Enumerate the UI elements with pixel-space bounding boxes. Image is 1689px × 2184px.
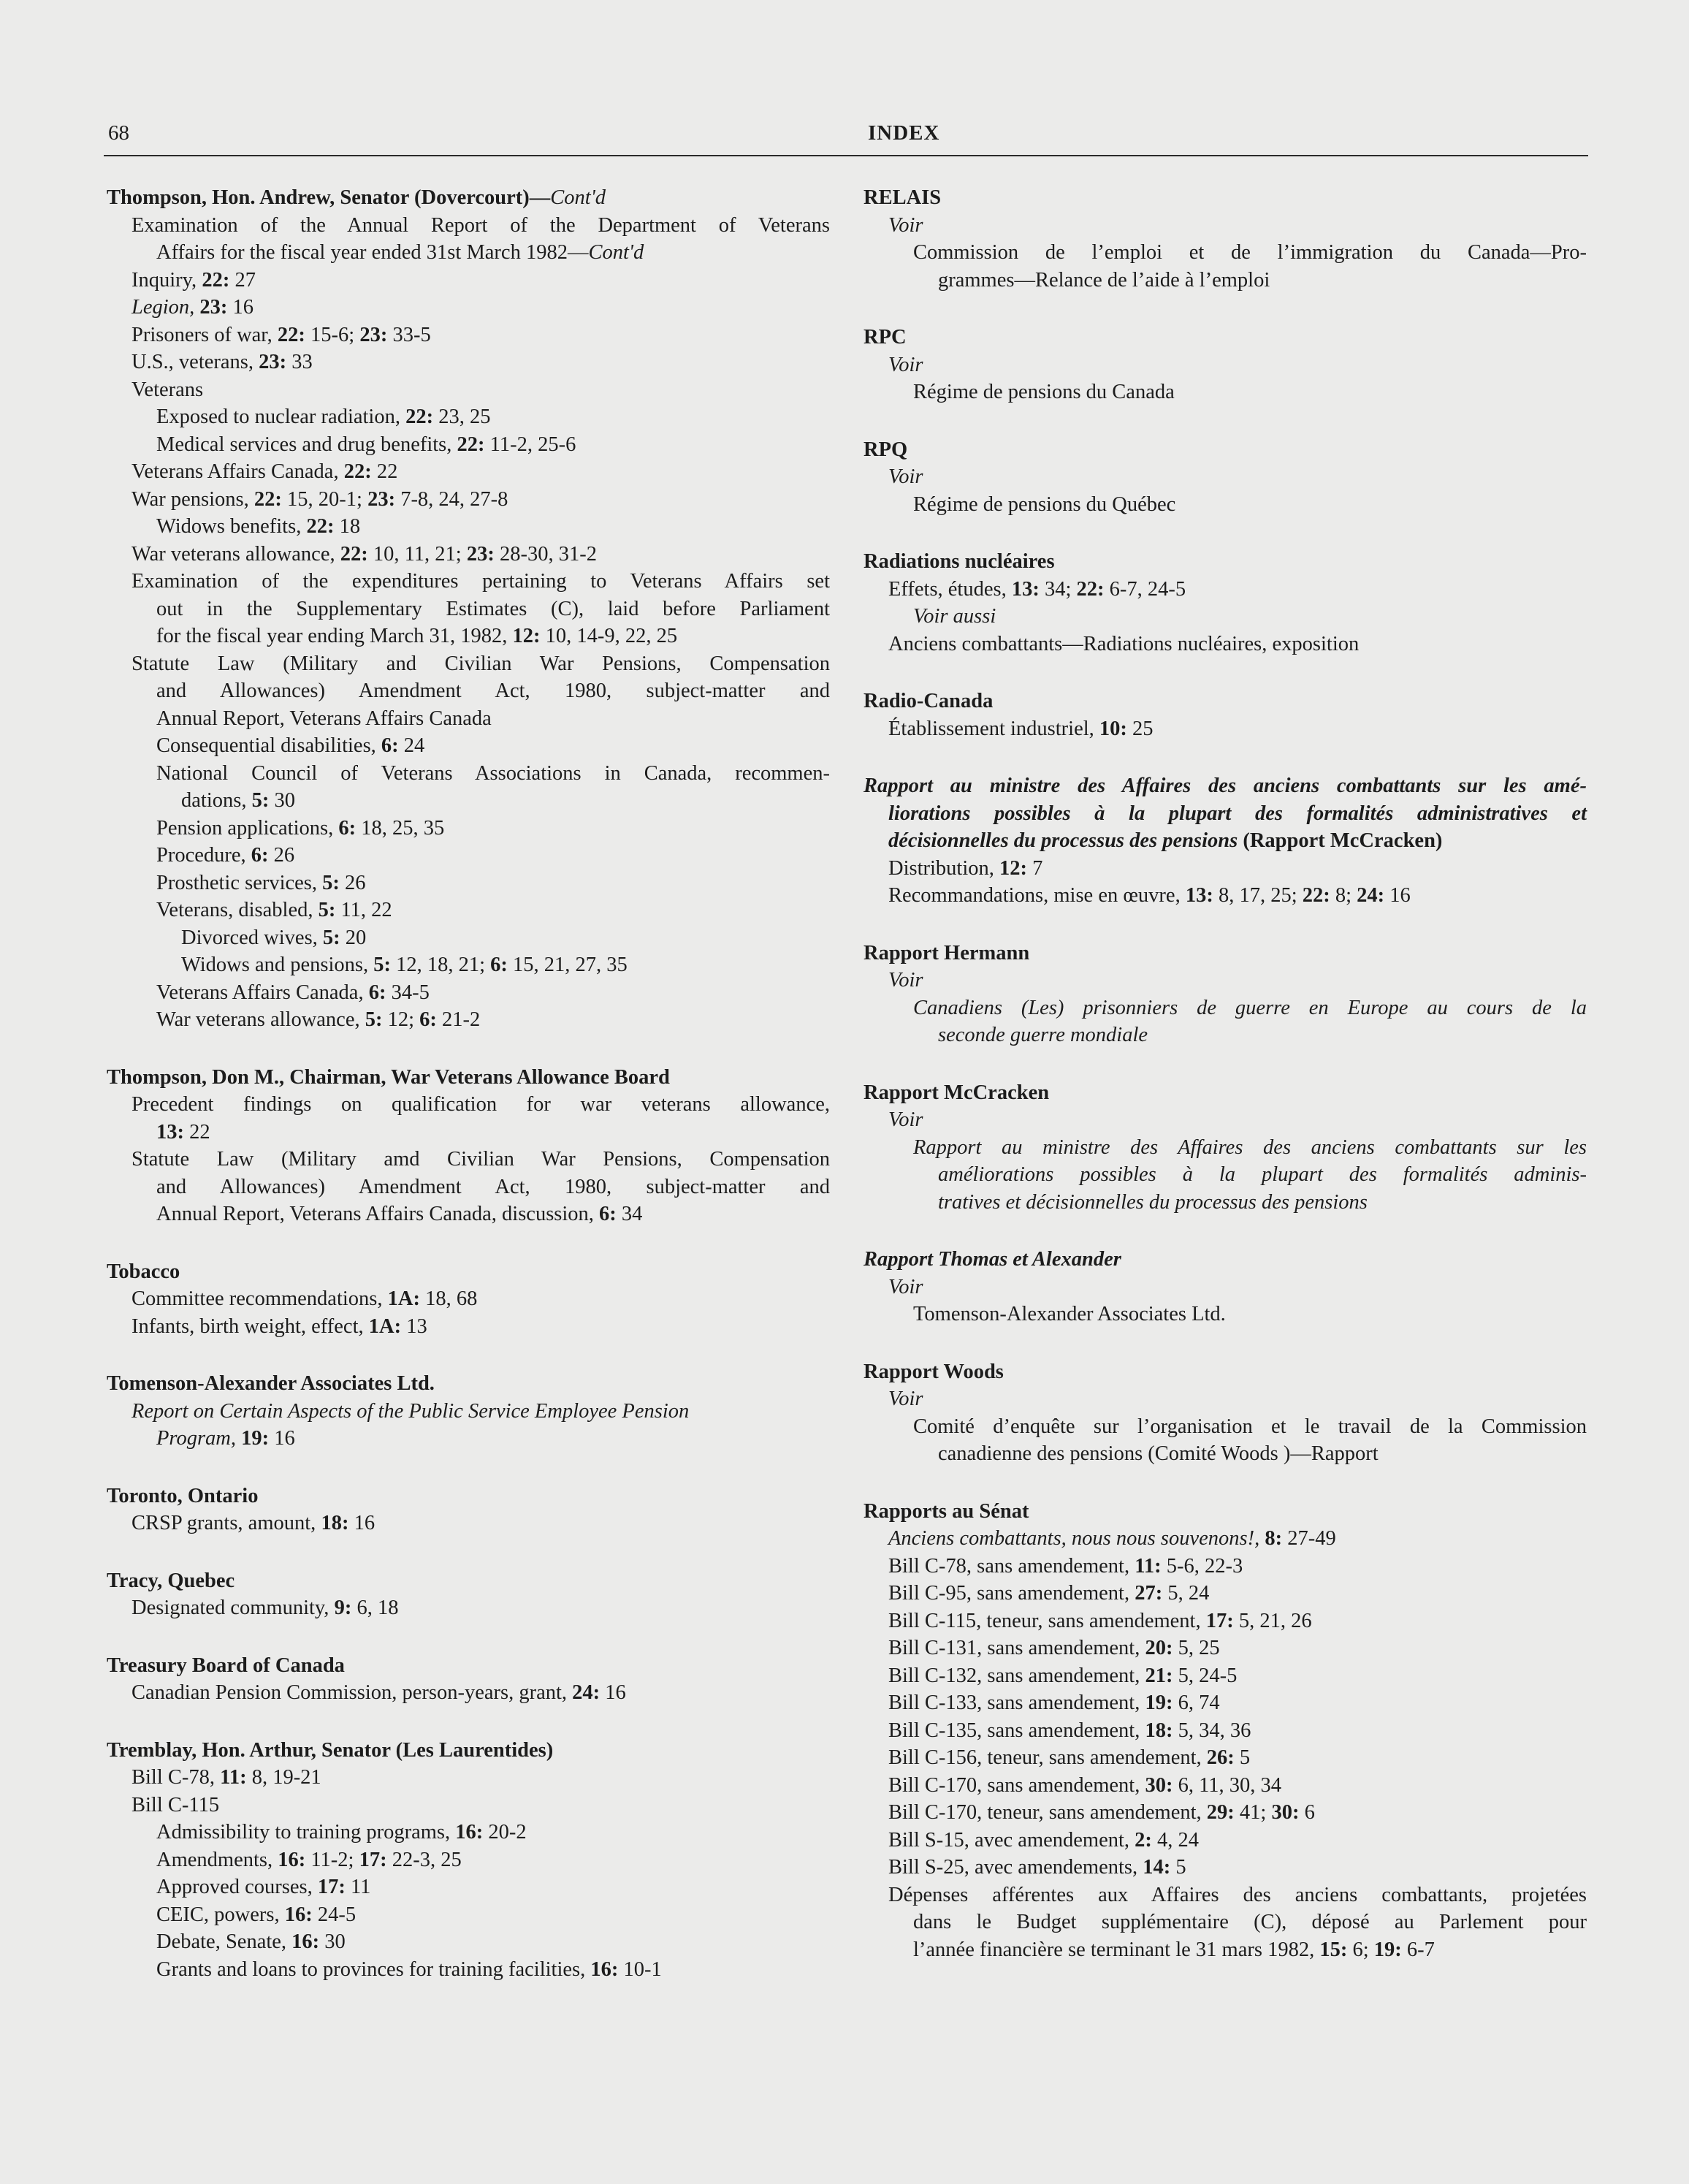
sub-entry: Examination of the Annual Report of the Department of Veterans — [131, 213, 830, 237]
sub-entry: Precedent findings on qualification for war veterans allowance, — [131, 1093, 830, 1116]
sub-sub-entry: Admissibility to training programs, 16: 20-2 — [156, 1821, 527, 1844]
sub-entry: Prisoners of war, 22: 15-6; 23: 33-5 — [131, 323, 431, 346]
list-item: Bill S-15, avec amendement, 2: 4, 24 — [888, 1828, 1200, 1852]
page-header — [104, 120, 1588, 156]
sub-entry: Régime de pensions du Québec — [913, 492, 1176, 516]
sub-sub-entry: Veterans, disabled, 5: 11, 22 — [156, 899, 392, 921]
sub-entry: Bill C-115 — [131, 1793, 220, 1816]
list-item: Bill C-78, sans amendement, 11: 5-6, 22-3 — [888, 1554, 1243, 1578]
index-entry-rapport-hermann: Rapport Hermann Voir Canadiens (Les) prisonniers de guerre en Europe au cours de la seconde guerre mondiale — [863, 940, 1587, 1049]
sub-sub-entry: Prosthetic services, 5: 26 — [156, 871, 366, 894]
sub-entry: Établissement industriel, 10: 25 — [888, 717, 1154, 740]
sub-entry: War veterans allowance, 22: 10, 11, 21; 23: 28-30, 31-2 — [131, 542, 597, 566]
index-entry-tracy — [107, 1567, 830, 1622]
index-entry-rapport-mccracken: Rapport McCracken Voir Rapport au ministre des Affaires des anciens combattants sur les améliorations possibles à la plupart des formalités adminis- tratives et décisionnelles du processus des pensions — [863, 1079, 1587, 1217]
sub-entry: War pensions, 22: 15, 20-1; 23: 7-8, 24, 27-8 — [131, 487, 508, 511]
sub-entry: Infants, birth weight, effect, 1A: 13 — [131, 1314, 427, 1338]
list-item: Bill C-170, sans amendement, 30: 6, 11, 30, 34 — [888, 1773, 1282, 1797]
sub-entry: Committee recommendations, 1A: 18, 68 — [131, 1287, 478, 1310]
see-reference: Voir — [888, 213, 923, 237]
list-item: Bill C-170, teneur, sans amendement, 29: 41; 30: 6 — [888, 1801, 1315, 1824]
page-title: INDEX — [868, 121, 940, 145]
sub-entry: Examination of the expenditures pertaining to Veterans Affairs set — [131, 570, 830, 593]
see-reference: Voir — [888, 969, 923, 992]
see-reference: Voir — [888, 1388, 923, 1410]
sub-entry: Commission de l’emploi et de l’immigration du Canada—Pro- — [913, 241, 1587, 264]
index-entry-relais: RELAIS Voir Commission de l’emploi et de l’immigration du Canada—Pro- grammes—Relance de l’aide à l’emploi — [863, 184, 1587, 294]
list-item: Bill C-132, sans amendement, 21: 5, 24-5 — [888, 1664, 1238, 1687]
sub-entry: Statute Law (Military and Civilian War Pensions, Compensation — [131, 652, 830, 675]
index-entry-radio-canada — [863, 688, 1587, 742]
sub-entry: U.S., veterans, 23: 33 — [131, 351, 313, 373]
see-reference: Voir — [888, 353, 923, 376]
entry-heading: Radiations nucléaires — [863, 550, 1055, 573]
entry-heading: Rapport au ministre des Affaires des anciens combattants sur les amé- — [863, 775, 1587, 797]
entry-heading: Treasury Board of Canada — [107, 1654, 345, 1677]
entry-heading: Tracy, Quebec — [107, 1569, 235, 1592]
senat-bill-list — [863, 1553, 1587, 1881]
entry-heading: Rapport McCracken — [863, 1081, 1050, 1104]
entry-heading: Toronto, Ontario — [107, 1484, 259, 1507]
index-entry-radiations — [863, 548, 1587, 658]
see-reference: Voir — [888, 1275, 923, 1298]
sub-entry: Canadiens (Les) prisonniers de guerre en Europe au cours de la — [913, 996, 1587, 1019]
sub-entry: Distribution, 12: 7 — [888, 856, 1043, 880]
entry-heading: Rapport Woods — [863, 1360, 1004, 1383]
sub-entry: Comité d’enquête sur l’organisation et le travail de la Commission — [913, 1415, 1587, 1438]
sub-sub-entry: Veterans Affairs Canada, 6: 34-5 — [156, 981, 430, 1004]
sub-entry: Legion, 23: 16 — [131, 296, 254, 319]
sub-entry: Bill C-78, 11: 8, 19-21 — [131, 1766, 321, 1789]
sub-sub-entry: Approved courses, 17: 11 — [156, 1876, 371, 1898]
entry-heading: Rapport Thomas et Alexander — [863, 1248, 1121, 1271]
index-entry-tobacco — [107, 1258, 830, 1341]
sub-sub-entry: Divorced wives, 5: 20 — [181, 926, 367, 949]
sub-sub-entry: Widows benefits, 22: 18 — [156, 515, 361, 538]
sub-entry: Canadian Pension Commission, person-years, grant, 24: 16 — [131, 1681, 626, 1704]
sub-sub-entry: War veterans allowance, 5: 12; 6: 21-2 — [156, 1008, 481, 1031]
sub-entry: Anciens combattants—Radiations nucléaires, exposition — [888, 632, 1360, 655]
sub-entry: Veterans — [131, 378, 204, 401]
sub-sub-entry: National Council of Veterans Associations in Canada, recommen- — [156, 761, 830, 785]
sub-entry: CRSP grants, amount, 18: 16 — [131, 1512, 375, 1534]
index-entry-tremblay — [107, 1737, 830, 1984]
entry-heading: RPC — [863, 326, 907, 349]
index-entry-toronto — [107, 1483, 830, 1537]
sub-entry: Rapport au ministre des Affaires des anciens combattants sur les — [913, 1135, 1587, 1159]
sub-sub-entry: Medical services and drug benefits, 22: 11-2, 25-6 — [156, 433, 576, 456]
sub-entry: Inquiry, 22: 27 — [131, 268, 256, 292]
sub-sub-entry: Procedure, 6: 26 — [156, 844, 295, 867]
index-entry-thompson-don: Thompson, Don M., Chairman, War Veterans Allowance Board Precedent findings on qualification for war veterans allowance, 13: 22 Statute Law (Military amd Civilian War Pensions, Compensation and Allowances) Amendment Act, 1980, subject-matter and Annual Report, Veterans Affairs Canada, discussion, 6: 34 — [107, 1064, 830, 1228]
index-entry-tomenson: Tomenson-Alexander Associates Ltd. Report on Certain Aspects of the Public Service Employee Pension Program, 19: 16 — [107, 1370, 830, 1453]
page-number: 68 — [108, 121, 129, 145]
list-item: Bill C-135, sans amendement, 18: 5, 34, 36 — [888, 1719, 1251, 1742]
sub-entry: Dépenses afférentes aux Affaires des anciens combattants, projetées — [888, 1883, 1587, 1906]
list-item: Bill C-133, sans amendement, 19: 6, 74 — [888, 1692, 1220, 1714]
sub-entry: Effets, études, 13: 34; 22: 6-7, 24-5 — [888, 577, 1186, 601]
index-entry-rpq — [863, 436, 1587, 519]
index-entry-thompson-andrew: Thompson, Hon. Andrew, Senator (Dovercourt)—Cont'd Examination of the Annual Report of the Department of Veterans Affairs for the fiscal year ended 31st March 1982—Cont'd Inquiry, 22: 27 Legion, 23: 16 Prisoners of war, 22: 15-6; 23: 33-5 U.S., veterans, 23: 33 Veterans Exposed to nuclear radiation, 22: 23, 25 Medical services and drug benefits, 22: 11-2, 25-6 Veterans Affairs Canada, 22: 22 War pensions, 22: 15, 20-1; 23: 7-8, 24, 27-8 Widows benefits, 22: 18 War veterans allowance, 22: 10, 11, 21; 23: 28-30, 31-2 Examination of the expenditures pertaining to Veterans Affairs set out in the Supplementary Estimates (C), laid before Parliament for the fiscal year ending March 31, 1982, 12: 10, 14-9, 22, 25 Statute Law (Military and Civilian War Pensions, Compensation and Allowances) Amendment Act, 1980, subject-matter and Annual Report, Veterans Affairs Canada Consequential disabilities, 6: 24 National Council of Veterans Associations in Canada, recommen- dations, 5: 30 Pension applications, 6: 18, 25, 35 Procedure, 6: 26 Prosthetic services, 5: 26 Veterans, disabled, 5: 11, 22 Divorced wives, 5: 20 Widows and pensions, 5: 12, 18, 21; 6: 15, 21, 27, 35 Veterans Affairs Canada, 6: 34-5 War veterans allowance, 5: 12; 6: 21-2 — [107, 184, 830, 1034]
entry-heading: Tremblay, Hon. Arthur, Senator (Les Laurentides) — [107, 1738, 554, 1762]
left-column — [107, 184, 830, 2013]
sub-sub-entry: Amendments, 16: 11-2; 17: 22-3, 25 — [156, 1848, 462, 1871]
right-column — [863, 184, 1587, 1993]
list-item: Bill C-156, teneur, sans amendement, 26: 5 — [888, 1746, 1251, 1769]
entry-heading: Tobacco — [107, 1260, 180, 1283]
sub-sub-entry: Debate, Senate, 16: 30 — [156, 1930, 346, 1953]
sub-sub-entry: Pension applications, 6: 18, 25, 35 — [156, 816, 445, 840]
list-item: Bill C-131, sans amendement, 20: 5, 25 — [888, 1637, 1220, 1659]
index-entry-treasury — [107, 1652, 830, 1707]
sub-sub-entry: CEIC, powers, 16: 24-5 — [156, 1903, 357, 1926]
sub-entry: Veterans Affairs Canada, 22: 22 — [131, 460, 398, 483]
sub-entry: Recommandations, mise en œuvre, 13: 8, 17, 25; 22: 8; 24: 16 — [888, 884, 1411, 907]
entry-heading: Radio-Canada — [863, 690, 994, 712]
entry-heading: Thompson, Don M., Chairman, War Veterans Allowance Board — [107, 1065, 670, 1089]
index-entry-rpc — [863, 324, 1587, 406]
index-entry-rapport-woods: Rapport Woods Voir Comité d’enquête sur l’organisation et le travail de la Commission canadienne des pensions (Comité Woods )—Rapport — [863, 1358, 1587, 1468]
sub-entry: Statute Law (Military amd Civilian War Pensions, Compensation — [131, 1148, 830, 1171]
sub-entry: Anciens combattants, nous nous souvenons!, 8: 27-49 — [888, 1527, 1336, 1550]
index-entry-rapports-senat: Rapports au Sénat Anciens combattants, nous nous souvenons!, 8: 27-49 Bill C-78, sans amendement, 11: 5-6, 22-3 Bill C-95, sans amendement, 27: 5, 24 Bill C-115, teneur, sans amendement, 17: 5, 21, 26 Bill C-131, sans amendement, 20: 5, 25 Bill C-132, sans amendement, 21: 5, 24-5 Bill C-133, sans amendement, 19: 6, 74 Bill C-135, sans amendement, 18: 5, 34, 36 Bill C-156, teneur, sans amendement, 26: 5 Bill C-170, sans amendement, 30: 6, 11, 30, 34 Bill C-170, teneur, sans amendement, 29: 41; 30: 6 Bill S-15, avec amendement, 2: 4, 24 Bill S-25, avec amendements, 14: 5 Dépenses afférentes aux Affaires des anciens combattants, projetées dans le Budget supplémentaire (C), déposé au Parlement pour l’année financière se terminant le 31 mars 1982, 15: 6; 19: 6-7 — [863, 1498, 1587, 1964]
sub-sub-entry: Consequential disabilities, 6: 24 — [156, 734, 425, 757]
list-item: Bill C-95, sans amendement, 27: 5, 24 — [888, 1582, 1210, 1605]
sub-sub-entry: Widows and pensions, 5: 12, 18, 21; 6: 15, 21, 27, 35 — [181, 954, 628, 976]
sub-entry: Report on Certain Aspects of the Public Service Employee Pension — [131, 1399, 690, 1423]
sub-entry: Régime de pensions du Canada — [913, 381, 1175, 403]
entry-heading: Tomenson-Alexander Associates Ltd. — [107, 1372, 435, 1395]
sub-sub-entry: Exposed to nuclear radiation, 22: 23, 25 — [156, 406, 491, 428]
see-also-reference: Voir aussi — [913, 605, 996, 628]
list-item: Bill S-25, avec amendements, 14: 5 — [888, 1856, 1186, 1879]
entry-heading: RELAIS — [863, 186, 942, 209]
sub-entry: Tomenson-Alexander Associates Ltd. — [913, 1303, 1226, 1325]
see-reference: Voir — [888, 465, 923, 488]
list-item: Bill C-115, teneur, sans amendement, 17: 5, 21, 26 — [888, 1609, 1312, 1632]
entry-heading: Rapport Hermann — [863, 941, 1030, 964]
sub-entry: Designated community, 9: 6, 18 — [131, 1597, 399, 1619]
index-entry-rapport-thomas — [863, 1246, 1587, 1328]
entry-heading: RPQ — [863, 438, 908, 461]
entry-heading: Rapports au Sénat — [863, 1499, 1029, 1523]
index-entry-rapport-ministre: Rapport au ministre des Affaires des anciens combattants sur les amé- liorations possibles à la plupart des formalités administratives et décisionnelles du processus des pensions (Rapport McCracken) Distribution, 12: 7 Recommandations, mise en œuvre, 13: 8, 17, 25; 22: 8; 24: 16 — [863, 772, 1587, 910]
see-reference: Voir — [888, 1108, 923, 1131]
entry-heading: Thompson, Hon. Andrew, Senator (Dovercourt)— — [107, 186, 551, 209]
sub-sub-entry: Grants and loans to provinces for training facilities, 16: 10-1 — [156, 1957, 662, 1981]
